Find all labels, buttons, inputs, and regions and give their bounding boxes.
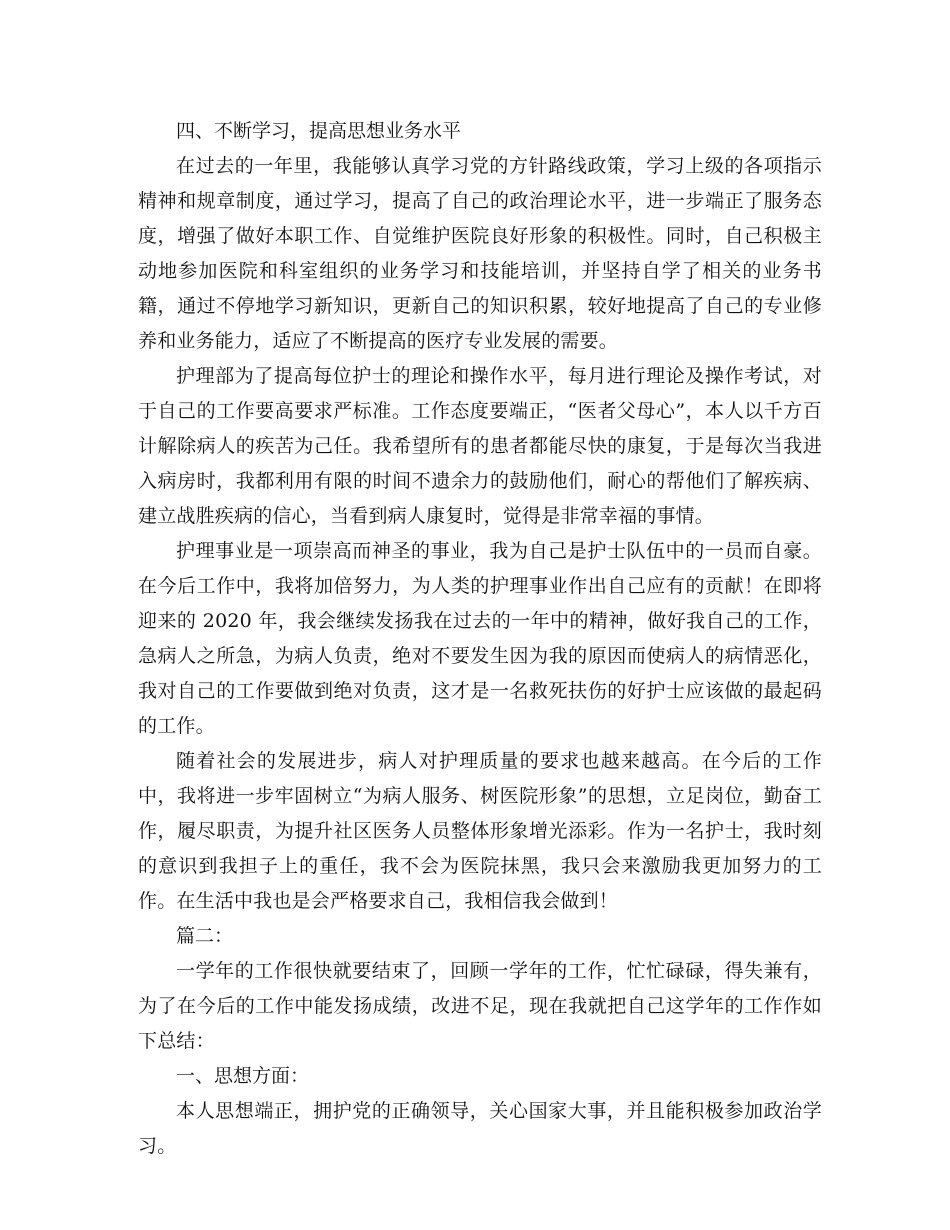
section-heading-thought: 一、思想方面：: [176, 1065, 310, 1087]
paragraph-social-progress: 随着社会的发展进步，病人对护理质量的要求也越来越高。在今后的工作中，我将进一步牢固树立“为病人服务、树医院形象”的思想，立足岗位，勤奋工作，履尽职责，为提升社区医务人员整体形象增光添彩。作为一名护士，我时刻的意识到我担子上的重任，我不会为医院抹黑，我只会来激励我更加努力的工作。在生活中我也是会严格要求自己，我相信我会做到！: [138, 750, 822, 912]
paragraph-study: 在过去的一年里，我能够认真学习党的方针路线政策，学习上级的各项指示精神和规章制度，通过学习，提高了自己的政治理论水平，进一步端正了服务态度，增强了做好本职工作、自觉维护医院良好形象的积极性。同时，自己积极主动地参加医院和科室组织的业务学习和技能培训，并坚持自学了相关的业务书籍，通过不停地学习新知识，更新自己的知识积累，较好地提高了自己的专业修养和业务能力，适应了不断提高的医疗专业发展的需要。: [138, 155, 822, 352]
section-heading-study: 四、不断学习，提高思想业务水平: [176, 120, 462, 142]
section-heading-part-two: 篇二：: [176, 925, 234, 947]
paragraph-thought: 本人思想端正，拥护党的正确领导，关心国家大事，并且能积极参加政治学习。: [138, 1100, 822, 1157]
paragraph-nursing-dept: 护理部为了提高每位护士的理论和操作水平，每月进行理论及操作考试，对于自己的工作要高要求严标准。工作态度要端正，“医者父母心”，本人以千方百计解除病人的疾苦为己任。我希望所有的患者都能尽快的康复，于是每次当我进入病房时，我都利用有限的时间不遗余力的鼓励他们，耐心的帮他们了解疾病、建立战胜疾病的信心，当看到病人康复时，觉得是非常幸福的事情。: [138, 365, 822, 527]
paragraph-school-year: 一学年的工作很快就要结束了，回顾一学年的工作，忙忙碌碌，得失兼有，为了在今后的工作中能发扬成绩，改进不足，现在我就把自己这学年的工作作如下总结：: [138, 960, 822, 1052]
paragraph-nursing-career: 护理事业是一项崇高而神圣的事业，我为自己是护士队伍中的一员而自豪。在今后工作中，我将加倍努力，为人类的护理事业作出自己应有的贡献！在即将迎来的 2020 年，我会继续发扬我在过去的一年中的精神，做好我自己的工作，急病人之所急，为病人负责，绝对不要发生因为我的原因而使病人的病情恶化，我对自己的工作要做到绝对负责，这才是一名救死扶伤的好护士应该做的最起码的工作。: [138, 540, 822, 737]
document-page: [138, 114, 822, 1164]
